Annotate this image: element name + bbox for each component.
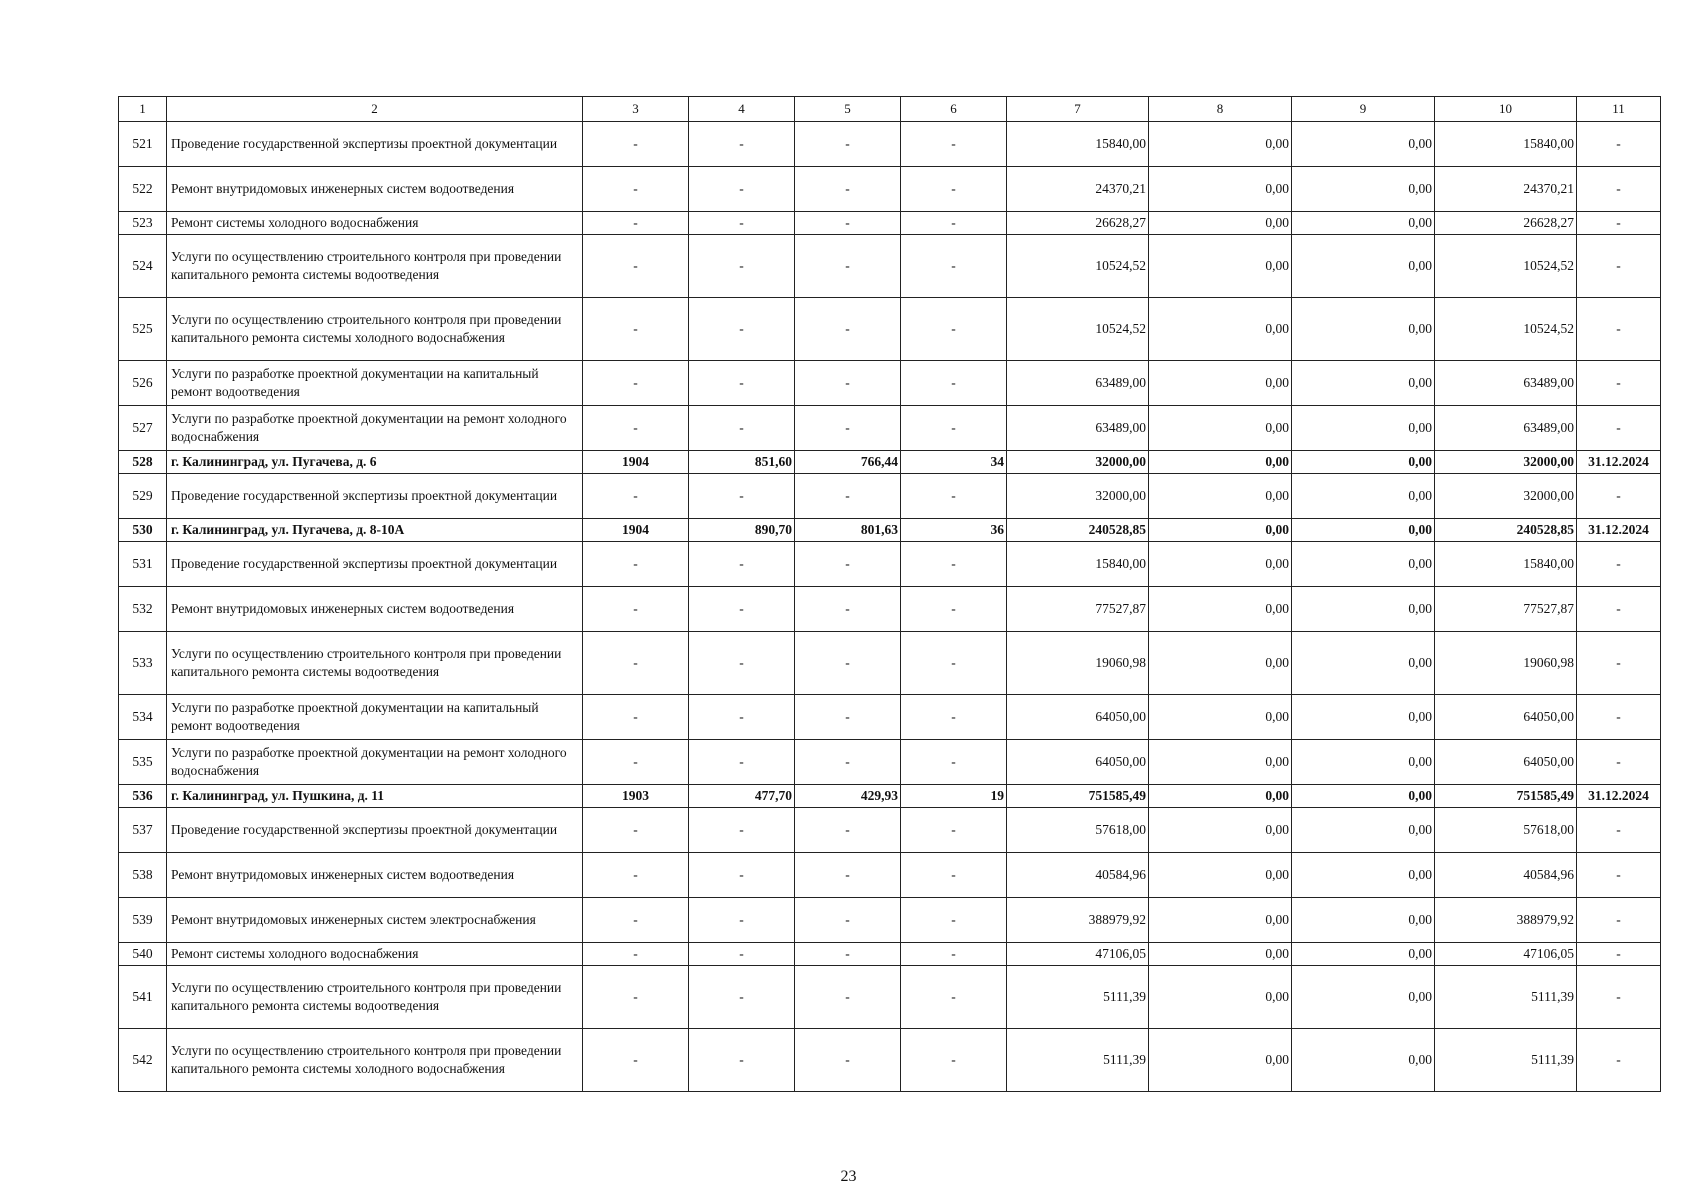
col-5-value: - [795,943,901,966]
col-10-value: 5111,39 [1435,1029,1577,1092]
row-number: 528 [119,451,167,474]
col-5-value: - [795,298,901,361]
col-9-value: 0,00 [1292,587,1435,632]
address-row [119,451,1661,474]
col-5-value: - [795,474,901,519]
page-number: 23 [840,1168,857,1185]
col-8-value: 0,00 [1149,122,1292,167]
col-5-value: - [795,406,901,451]
col-3-value: - [583,235,689,298]
col-11-value: 31.12.2024 [1577,451,1661,474]
col-4-value: - [689,122,795,167]
row-name: Ремонт внутридомовых инженерных систем водоотведения [167,167,583,212]
col-3-value: - [583,406,689,451]
col-7-value: 64050,00 [1007,695,1149,740]
row-name: Ремонт внутридомовых инженерных систем водоотведения [167,853,583,898]
data-table [118,96,1661,1092]
col-5-value: - [795,235,901,298]
col-6-value: - [901,167,1007,212]
row-name: Проведение государственной экспертизы проектной документации [167,474,583,519]
col-8-value: 0,00 [1149,785,1292,808]
row-name: г. Калининград, ул. Пушкина, д. 11 [167,785,583,808]
column-header: 3 [583,97,689,122]
row-number: 537 [119,808,167,853]
col-6-value: 36 [901,519,1007,542]
col-4-value: - [689,898,795,943]
col-8-value: 0,00 [1149,695,1292,740]
col-7-value: 19060,98 [1007,632,1149,695]
col-6-value: - [901,542,1007,587]
col-3-value: - [583,122,689,167]
col-10-value: 32000,00 [1435,451,1577,474]
row-number: 531 [119,542,167,587]
col-5-value: 801,63 [795,519,901,542]
row-name: Услуги по осуществлению строительного контроля при проведении капитального ремонта системы холодного водоснабжения [167,298,583,361]
row-name: Ремонт внутридомовых инженерных систем водоотведения [167,587,583,632]
col-7-value: 24370,21 [1007,167,1149,212]
table-row [119,898,1661,943]
col-6-value: - [901,898,1007,943]
col-3-value: - [583,212,689,235]
col-11-value: - [1577,632,1661,695]
col-11-value: - [1577,587,1661,632]
col-3-value: - [583,1029,689,1092]
col-5-value: 766,44 [795,451,901,474]
col-6-value: - [901,474,1007,519]
col-9-value: 0,00 [1292,943,1435,966]
row-number: 541 [119,966,167,1029]
col-10-value: 47106,05 [1435,943,1577,966]
col-4-value: - [689,695,795,740]
col-3-value: 1904 [583,451,689,474]
col-7-value: 26628,27 [1007,212,1149,235]
col-9-value: 0,00 [1292,474,1435,519]
col-3-value: - [583,966,689,1029]
col-4-value: - [689,943,795,966]
col-4-value: - [689,542,795,587]
col-4-value: 890,70 [689,519,795,542]
col-3-value: 1904 [583,519,689,542]
col-6-value: - [901,808,1007,853]
row-name: Услуги по осуществлению строительного контроля при проведении капитального ремонта системы водоотведения [167,235,583,298]
col-10-value: 10524,52 [1435,235,1577,298]
address-row [119,519,1661,542]
col-9-value: 0,00 [1292,740,1435,785]
col-11-value: - [1577,122,1661,167]
col-7-value: 77527,87 [1007,587,1149,632]
row-number: 540 [119,943,167,966]
table-row [119,695,1661,740]
col-7-value: 40584,96 [1007,853,1149,898]
col-7-value: 10524,52 [1007,235,1149,298]
col-6-value: - [901,943,1007,966]
col-8-value: 0,00 [1149,542,1292,587]
col-7-value: 32000,00 [1007,474,1149,519]
col-9-value: 0,00 [1292,167,1435,212]
col-11-value: - [1577,966,1661,1029]
table-row [119,122,1661,167]
row-number: 542 [119,1029,167,1092]
col-8-value: 0,00 [1149,1029,1292,1092]
col-5-value: - [795,361,901,406]
column-header: 10 [1435,97,1577,122]
col-8-value: 0,00 [1149,898,1292,943]
col-9-value: 0,00 [1292,632,1435,695]
col-4-value: 477,70 [689,785,795,808]
col-4-value: - [689,298,795,361]
col-4-value: - [689,212,795,235]
column-header: 9 [1292,97,1435,122]
row-number: 536 [119,785,167,808]
col-4-value: - [689,587,795,632]
col-3-value: - [583,542,689,587]
col-5-value: - [795,632,901,695]
col-6-value: - [901,361,1007,406]
col-9-value: 0,00 [1292,695,1435,740]
col-9-value: 0,00 [1292,966,1435,1029]
col-11-value: - [1577,808,1661,853]
col-6-value: - [901,853,1007,898]
row-number: 533 [119,632,167,695]
row-number: 522 [119,167,167,212]
col-7-value: 751585,49 [1007,785,1149,808]
col-4-value: - [689,853,795,898]
col-7-value: 32000,00 [1007,451,1149,474]
row-name: Ремонт системы холодного водоснабжения [167,212,583,235]
col-11-value: 31.12.2024 [1577,519,1661,542]
row-number: 527 [119,406,167,451]
document-sheet [118,96,1660,1092]
row-number: 530 [119,519,167,542]
row-name: Проведение государственной экспертизы проектной документации [167,122,583,167]
col-10-value: 40584,96 [1435,853,1577,898]
row-name: Услуги по осуществлению строительного контроля при проведении капитального ремонта системы водоотведения [167,632,583,695]
col-3-value: - [583,632,689,695]
col-11-value: - [1577,361,1661,406]
table-row [119,966,1661,1029]
table-row [119,853,1661,898]
col-6-value: - [901,1029,1007,1092]
column-header: 7 [1007,97,1149,122]
row-name: Услуги по осуществлению строительного контроля при проведении капитального ремонта системы водоотведения [167,966,583,1029]
row-name: Проведение государственной экспертизы проектной документации [167,542,583,587]
row-number: 535 [119,740,167,785]
col-4-value: - [689,474,795,519]
col-9-value: 0,00 [1292,406,1435,451]
col-9-value: 0,00 [1292,853,1435,898]
row-number: 538 [119,853,167,898]
table-row [119,298,1661,361]
col-5-value: - [795,1029,901,1092]
col-9-value: 0,00 [1292,451,1435,474]
col-10-value: 15840,00 [1435,542,1577,587]
col-10-value: 10524,52 [1435,298,1577,361]
col-11-value: - [1577,298,1661,361]
col-3-value: - [583,474,689,519]
table-row [119,1029,1661,1092]
col-8-value: 0,00 [1149,587,1292,632]
col-8-value: 0,00 [1149,167,1292,212]
row-name: г. Калининград, ул. Пугачева, д. 8-10А [167,519,583,542]
col-8-value: 0,00 [1149,943,1292,966]
col-8-value: 0,00 [1149,361,1292,406]
table-row [119,167,1661,212]
col-4-value: - [689,235,795,298]
col-7-value: 388979,92 [1007,898,1149,943]
col-3-value: 1903 [583,785,689,808]
col-7-value: 57618,00 [1007,808,1149,853]
row-number: 524 [119,235,167,298]
col-7-value: 47106,05 [1007,943,1149,966]
col-10-value: 24370,21 [1435,167,1577,212]
col-10-value: 64050,00 [1435,695,1577,740]
col-4-value: - [689,966,795,1029]
col-11-value: - [1577,474,1661,519]
col-7-value: 64050,00 [1007,740,1149,785]
col-11-value: - [1577,542,1661,587]
column-header: 11 [1577,97,1661,122]
col-8-value: 0,00 [1149,451,1292,474]
table-row [119,587,1661,632]
col-4-value: - [689,808,795,853]
col-8-value: 0,00 [1149,406,1292,451]
col-8-value: 0,00 [1149,519,1292,542]
row-name: Услуги по разработке проектной документации на ремонт холодного водоснабжения [167,406,583,451]
col-8-value: 0,00 [1149,808,1292,853]
col-6-value: - [901,966,1007,1029]
col-4-value: - [689,167,795,212]
col-6-value: - [901,212,1007,235]
col-7-value: 63489,00 [1007,406,1149,451]
row-name: г. Калининград, ул. Пугачева, д. 6 [167,451,583,474]
table-row [119,474,1661,519]
col-5-value: - [795,808,901,853]
row-name: Услуги по разработке проектной документации на ремонт холодного водоснабжения [167,740,583,785]
col-8-value: 0,00 [1149,212,1292,235]
col-9-value: 0,00 [1292,898,1435,943]
col-11-value: - [1577,898,1661,943]
col-9-value: 0,00 [1292,298,1435,361]
col-11-value: - [1577,235,1661,298]
header-row [119,97,1661,122]
row-name: Услуги по разработке проектной документации на капитальный ремонт водоотведения [167,361,583,406]
col-9-value: 0,00 [1292,542,1435,587]
col-7-value: 5111,39 [1007,1029,1149,1092]
row-name: Ремонт системы холодного водоснабжения [167,943,583,966]
col-6-value: - [901,632,1007,695]
col-3-value: - [583,695,689,740]
col-10-value: 77527,87 [1435,587,1577,632]
col-10-value: 64050,00 [1435,740,1577,785]
col-3-value: - [583,587,689,632]
col-10-value: 63489,00 [1435,406,1577,451]
col-6-value: - [901,695,1007,740]
col-7-value: 5111,39 [1007,966,1149,1029]
column-header: 5 [795,97,901,122]
table-row [119,406,1661,451]
column-header: 4 [689,97,795,122]
col-9-value: 0,00 [1292,122,1435,167]
col-3-value: - [583,167,689,212]
col-11-value: - [1577,943,1661,966]
table-body [119,122,1661,1092]
row-number: 529 [119,474,167,519]
col-7-value: 240528,85 [1007,519,1149,542]
col-5-value: - [795,898,901,943]
col-10-value: 19060,98 [1435,632,1577,695]
column-header: 8 [1149,97,1292,122]
col-10-value: 63489,00 [1435,361,1577,406]
row-number: 525 [119,298,167,361]
col-3-value: - [583,808,689,853]
col-4-value: - [689,632,795,695]
col-9-value: 0,00 [1292,1029,1435,1092]
col-9-value: 0,00 [1292,785,1435,808]
col-3-value: - [583,853,689,898]
col-10-value: 240528,85 [1435,519,1577,542]
col-11-value: - [1577,1029,1661,1092]
table-row [119,943,1661,966]
row-number: 539 [119,898,167,943]
col-7-value: 63489,00 [1007,361,1149,406]
row-name: Ремонт внутридомовых инженерных систем электроснабжения [167,898,583,943]
col-10-value: 5111,39 [1435,966,1577,1029]
col-7-value: 15840,00 [1007,122,1149,167]
table-row [119,808,1661,853]
col-7-value: 15840,00 [1007,542,1149,587]
col-4-value: - [689,406,795,451]
column-header: 6 [901,97,1007,122]
table-row [119,632,1661,695]
col-8-value: 0,00 [1149,298,1292,361]
col-5-value: - [795,587,901,632]
col-10-value: 26628,27 [1435,212,1577,235]
col-6-value: 19 [901,785,1007,808]
row-name: Проведение государственной экспертизы проектной документации [167,808,583,853]
col-6-value: - [901,587,1007,632]
col-9-value: 0,00 [1292,361,1435,406]
col-6-value: - [901,235,1007,298]
col-6-value: - [901,298,1007,361]
col-10-value: 57618,00 [1435,808,1577,853]
address-row [119,785,1661,808]
col-11-value: - [1577,740,1661,785]
col-5-value: - [795,853,901,898]
col-10-value: 32000,00 [1435,474,1577,519]
col-11-value: - [1577,212,1661,235]
col-3-value: - [583,298,689,361]
col-5-value: - [795,167,901,212]
col-5-value: - [795,542,901,587]
col-10-value: 388979,92 [1435,898,1577,943]
row-name: Услуги по разработке проектной документации на капитальный ремонт водоотведения [167,695,583,740]
col-5-value: - [795,212,901,235]
col-4-value: - [689,361,795,406]
row-number: 526 [119,361,167,406]
col-8-value: 0,00 [1149,632,1292,695]
table-row [119,235,1661,298]
col-5-value: - [795,695,901,740]
col-4-value: - [689,740,795,785]
col-8-value: 0,00 [1149,966,1292,1029]
col-4-value: 851,60 [689,451,795,474]
column-header: 1 [119,97,167,122]
col-6-value: - [901,406,1007,451]
col-10-value: 751585,49 [1435,785,1577,808]
column-header: 2 [167,97,583,122]
col-3-value: - [583,898,689,943]
col-9-value: 0,00 [1292,808,1435,853]
table-row [119,361,1661,406]
col-3-value: - [583,361,689,406]
col-6-value: 34 [901,451,1007,474]
col-5-value: 429,93 [795,785,901,808]
col-9-value: 0,00 [1292,235,1435,298]
col-11-value: 31.12.2024 [1577,785,1661,808]
col-11-value: - [1577,406,1661,451]
col-5-value: - [795,122,901,167]
col-9-value: 0,00 [1292,212,1435,235]
row-number: 523 [119,212,167,235]
col-10-value: 15840,00 [1435,122,1577,167]
col-11-value: - [1577,167,1661,212]
col-6-value: - [901,740,1007,785]
col-5-value: - [795,966,901,1029]
col-6-value: - [901,122,1007,167]
table-row [119,740,1661,785]
col-8-value: 0,00 [1149,474,1292,519]
col-8-value: 0,00 [1149,853,1292,898]
col-9-value: 0,00 [1292,519,1435,542]
col-4-value: - [689,1029,795,1092]
row-name: Услуги по осуществлению строительного контроля при проведении капитального ремонта системы холодного водоснабжения [167,1029,583,1092]
col-11-value: - [1577,695,1661,740]
col-5-value: - [795,740,901,785]
col-11-value: - [1577,853,1661,898]
col-7-value: 10524,52 [1007,298,1149,361]
col-3-value: - [583,740,689,785]
table-row [119,542,1661,587]
col-8-value: 0,00 [1149,740,1292,785]
row-number: 532 [119,587,167,632]
col-3-value: - [583,943,689,966]
col-8-value: 0,00 [1149,235,1292,298]
row-number: 534 [119,695,167,740]
table-row [119,212,1661,235]
row-number: 521 [119,122,167,167]
